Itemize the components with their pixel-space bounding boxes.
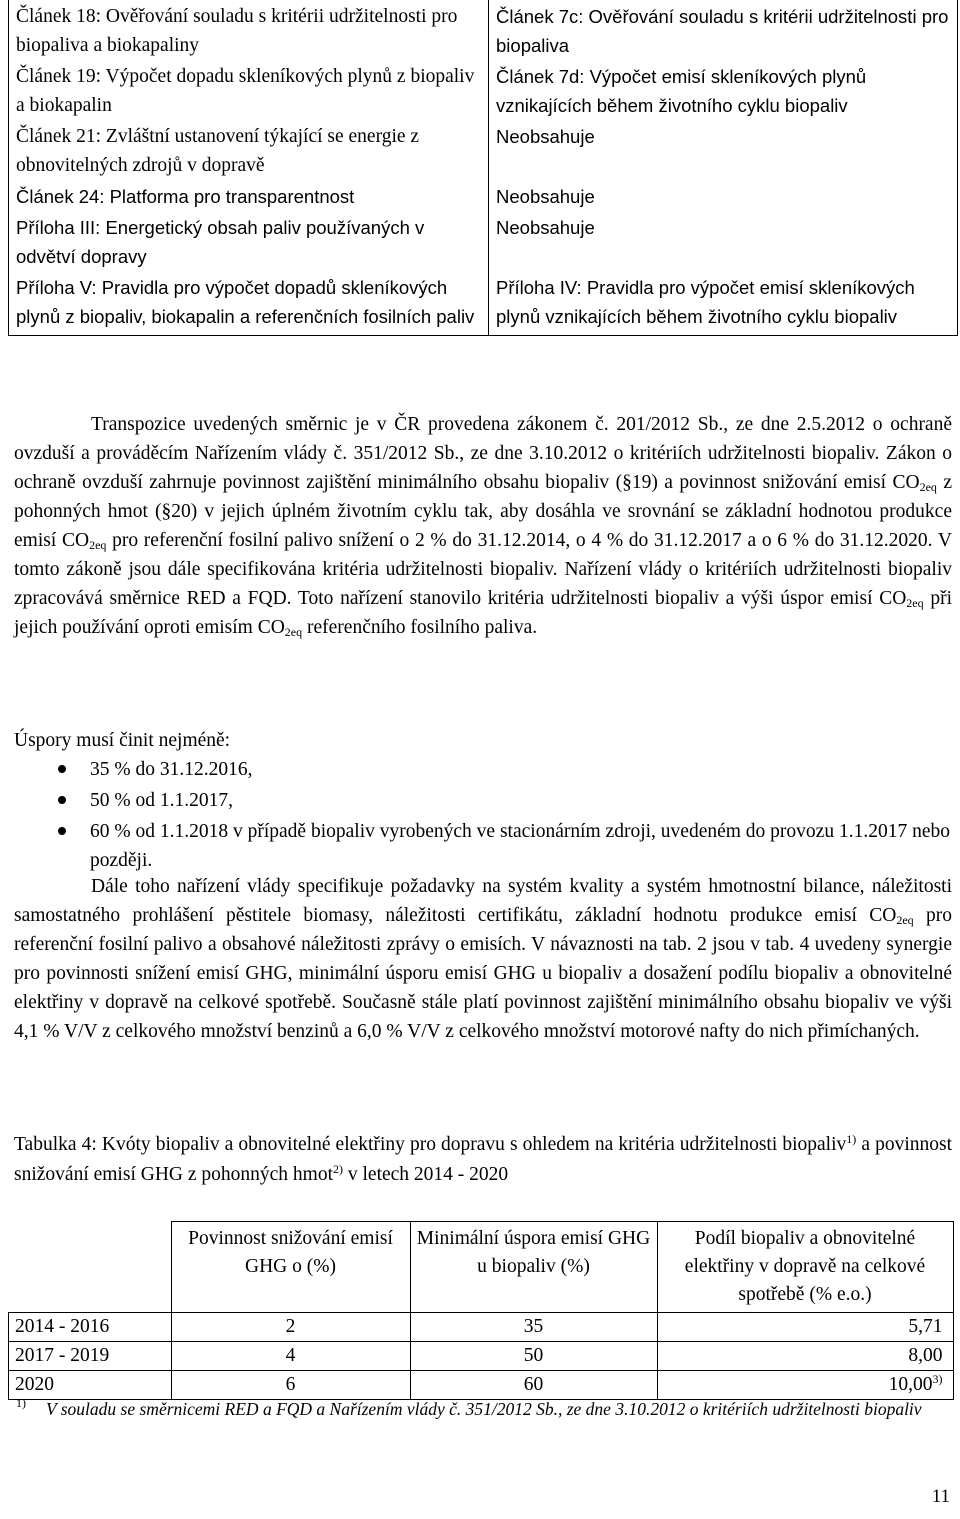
cell-rl-2009-28: Článek 24: Platforma pro transparentnost <box>9 180 489 211</box>
cell-fqd-2009-30: Neobsahuje <box>489 211 958 271</box>
paragraph-text: z pohonných hmot (§20) v jejich úplném životním cyklu tak, aby dosáhla ve srovnání se základní hodnotou produkce emisí CO <box>14 472 952 551</box>
cell-fqd-2009-30: Článek 7d: Výpočet emisí skleníkových plynů vznikajících během životního cyklu biopaliv <box>489 60 958 120</box>
cell-share: 5,71 <box>657 1313 953 1342</box>
footnote-ref: 1) <box>846 1132 857 1146</box>
table-row <box>9 180 958 211</box>
cell-rl-2009-28: Článek 21: Zvláštní ustanovení týkající se energie z obnovitelných zdrojů v dopravě <box>9 120 489 180</box>
bullet-icon <box>58 796 66 804</box>
table-row <box>9 120 958 180</box>
paragraph-transposition <box>14 410 952 642</box>
bullet-icon <box>58 765 66 773</box>
cell-period: 2017 - 2019 <box>9 1342 172 1371</box>
list-item: 35 % do 31.12.2016, <box>14 755 952 784</box>
paragraph-text: pro referenční fosilní palivo snížení o 2 % do 31.12.2014, o 4 % do 31.12.2017 a o 6 % do 31.12.2020. V tomto zákoně jsou dále specifikována kritéria udržitelnosti biopaliv. Nařízení vlády o kritériích udržitelnosti biopaliv zpracovává směrnice RED a FQD. Toto nařízení stanovilo kritéria udržitelnosti biopaliv a výši úspor emisí CO <box>14 530 952 609</box>
footnote <box>14 1397 952 1421</box>
subscript: 2eq <box>896 913 914 927</box>
cell-fqd-2009-30: Příloha IV: Pravidla pro výpočet emisí skleníkových plynů vznikajících během životního cyklu biopaliv <box>489 271 958 336</box>
list-item: 60 % od 1.1.2018 v případě biopaliv vyrobených ve stacionárním zdroji, uvedeném do provozu 1.1.2017 nebo později. <box>14 817 952 875</box>
footnote-mark: 1) <box>16 1396 26 1410</box>
directive-comparison-table <box>8 0 958 336</box>
paragraph-text: referenčního fosilního paliva. <box>302 617 538 638</box>
table-row <box>9 0 958 60</box>
table-row <box>9 211 958 271</box>
cell-saving: 60 <box>410 1371 657 1400</box>
cell-share: 8,00 <box>657 1342 953 1371</box>
table-caption: Tabulka 4: Kvóty biopaliv a obnovitelné elektřiny pro dopravu s ohledem na kritéria udržitelnosti biopaliv$^{1)}$ a povinnost snižování emisí GHG z pohonných hmot$^{2)}$ v letech 2014 - 2020 <box>14 1132 952 1185</box>
cell-rl-2009-28: Článek 18: Ověřování souladu s kritérii udržitelnosti pro biopaliva a biokapaliny <box>9 0 489 60</box>
cell-ghg: 2 <box>171 1313 410 1342</box>
table-row <box>9 1313 954 1342</box>
page-number: 11 <box>931 1486 950 1507</box>
cell-rl-2009-28: Článek 19: Výpočet dopadu skleníkových plynů z biopaliv a biokapalin <box>9 60 489 120</box>
paragraph-text: Transpozice uvedených směrnic je v ČR provedena zákonem č. 201/2012 Sb., ze dne 2.5.2012 o ochraně ovzduší a prováděcím Nařízením vlády č. 351/2012 Sb., ze dne 3.10.2012 o kritériích udržitelnosti biopaliv. Zákon o ochraně ovzduší zahrnuje povinnost zajištění minimálního obsahu biopaliv (§19) a povinnost snižování emisí CO <box>14 414 952 493</box>
quota-table <box>8 1221 954 1400</box>
footnote-ref: 2) <box>333 1162 343 1176</box>
savings-list <box>14 755 952 877</box>
cell-period: 2020 <box>9 1371 172 1400</box>
cell-saving: 50 <box>410 1342 657 1371</box>
cell-ghg: 4 <box>171 1342 410 1371</box>
cell-share: 10,00$^{3)}$ <box>657 1371 953 1400</box>
paragraph-text: Dále toho nařízení vlády specifikuje požadavky na systém kvality a systém hmotnostní bilance, náležitosti samostatného prohlášení pěstitele biomasy, náležitosti certifikátu, základní hodnotu produkce emisí CO <box>14 876 952 926</box>
subscript: 2eq <box>284 625 303 639</box>
cell-ghg: 6 <box>171 1371 410 1400</box>
paragraph-regulation-details <box>14 872 952 1046</box>
cell-fqd-2009-30: Neobsahuje <box>489 180 958 211</box>
savings-heading: Úspory musí činit nejméně: <box>14 730 231 751</box>
paragraph-text: při jejich používání oproti emisím CO <box>14 588 952 638</box>
footnote-ref: 3) <box>932 1372 943 1386</box>
table-row <box>9 271 958 336</box>
subscript: 2eq <box>906 596 924 610</box>
cell-fqd-2009-30: Článek 7c: Ověřování souladu s kritérii udržitelnosti pro biopaliva <box>489 0 958 60</box>
cell-period: 2014 - 2016 <box>9 1313 172 1342</box>
footnote-text: V souladu se směrnicemi RED a FQD a Nařízením vlády č. 351/2012 Sb., ze dne 3.10.2012 o kritériích udržitelnosti biopaliv <box>46 1399 922 1419</box>
cell-rl-2009-28: Příloha V: Pravidla pro výpočet dopadů skleníkových plynů z biopaliv, biokapalin a referenčních fosilních paliv <box>9 271 489 336</box>
cell-saving: 35 <box>410 1313 657 1342</box>
bullet-icon <box>58 827 66 835</box>
subscript: 2eq <box>919 480 937 494</box>
cell-rl-2009-28: Příloha III: Energetický obsah paliv používaných v odvětví dopravy <box>9 211 489 271</box>
header-saving: Minimální úspora emisí GHG u biopaliv (%) <box>410 1222 657 1313</box>
table-row <box>9 60 958 120</box>
header-blank <box>9 1222 172 1313</box>
cell-fqd-2009-30: Neobsahuje <box>489 120 958 180</box>
table-row <box>9 1342 954 1371</box>
header-share: Podíl biopaliv a obnovitelné elektřiny v dopravě na celkové spotřebě (% e.o.) <box>657 1222 953 1313</box>
header-ghg: Povinnost snižování emisí GHG o (%) <box>171 1222 410 1313</box>
subscript: 2eq <box>89 538 107 552</box>
table-row <box>9 1371 954 1400</box>
list-item: 50 % od 1.1.2017, <box>14 786 952 815</box>
paragraph-text: pro referenční fosilní palivo a obsahové náležitosti zprávy o emisích. V návaznosti na tab. 2 jsou v tab. 4 uvedeny synergie pro povinnosti snížení emisí GHG, minimální úsporu emisí GHG u biopaliv a dosažení podílu biopaliv a obnovitelné elektřiny v dopravě na celkové spotřebě. Současně stále platí povinnost zajištění minimálního obsahu biopaliv ve výši 4,1 % V/V z celkového množství benzinů a 6,0 % V/V z celkového množství motorové nafty do nich přimíchaných. <box>14 905 952 1042</box>
